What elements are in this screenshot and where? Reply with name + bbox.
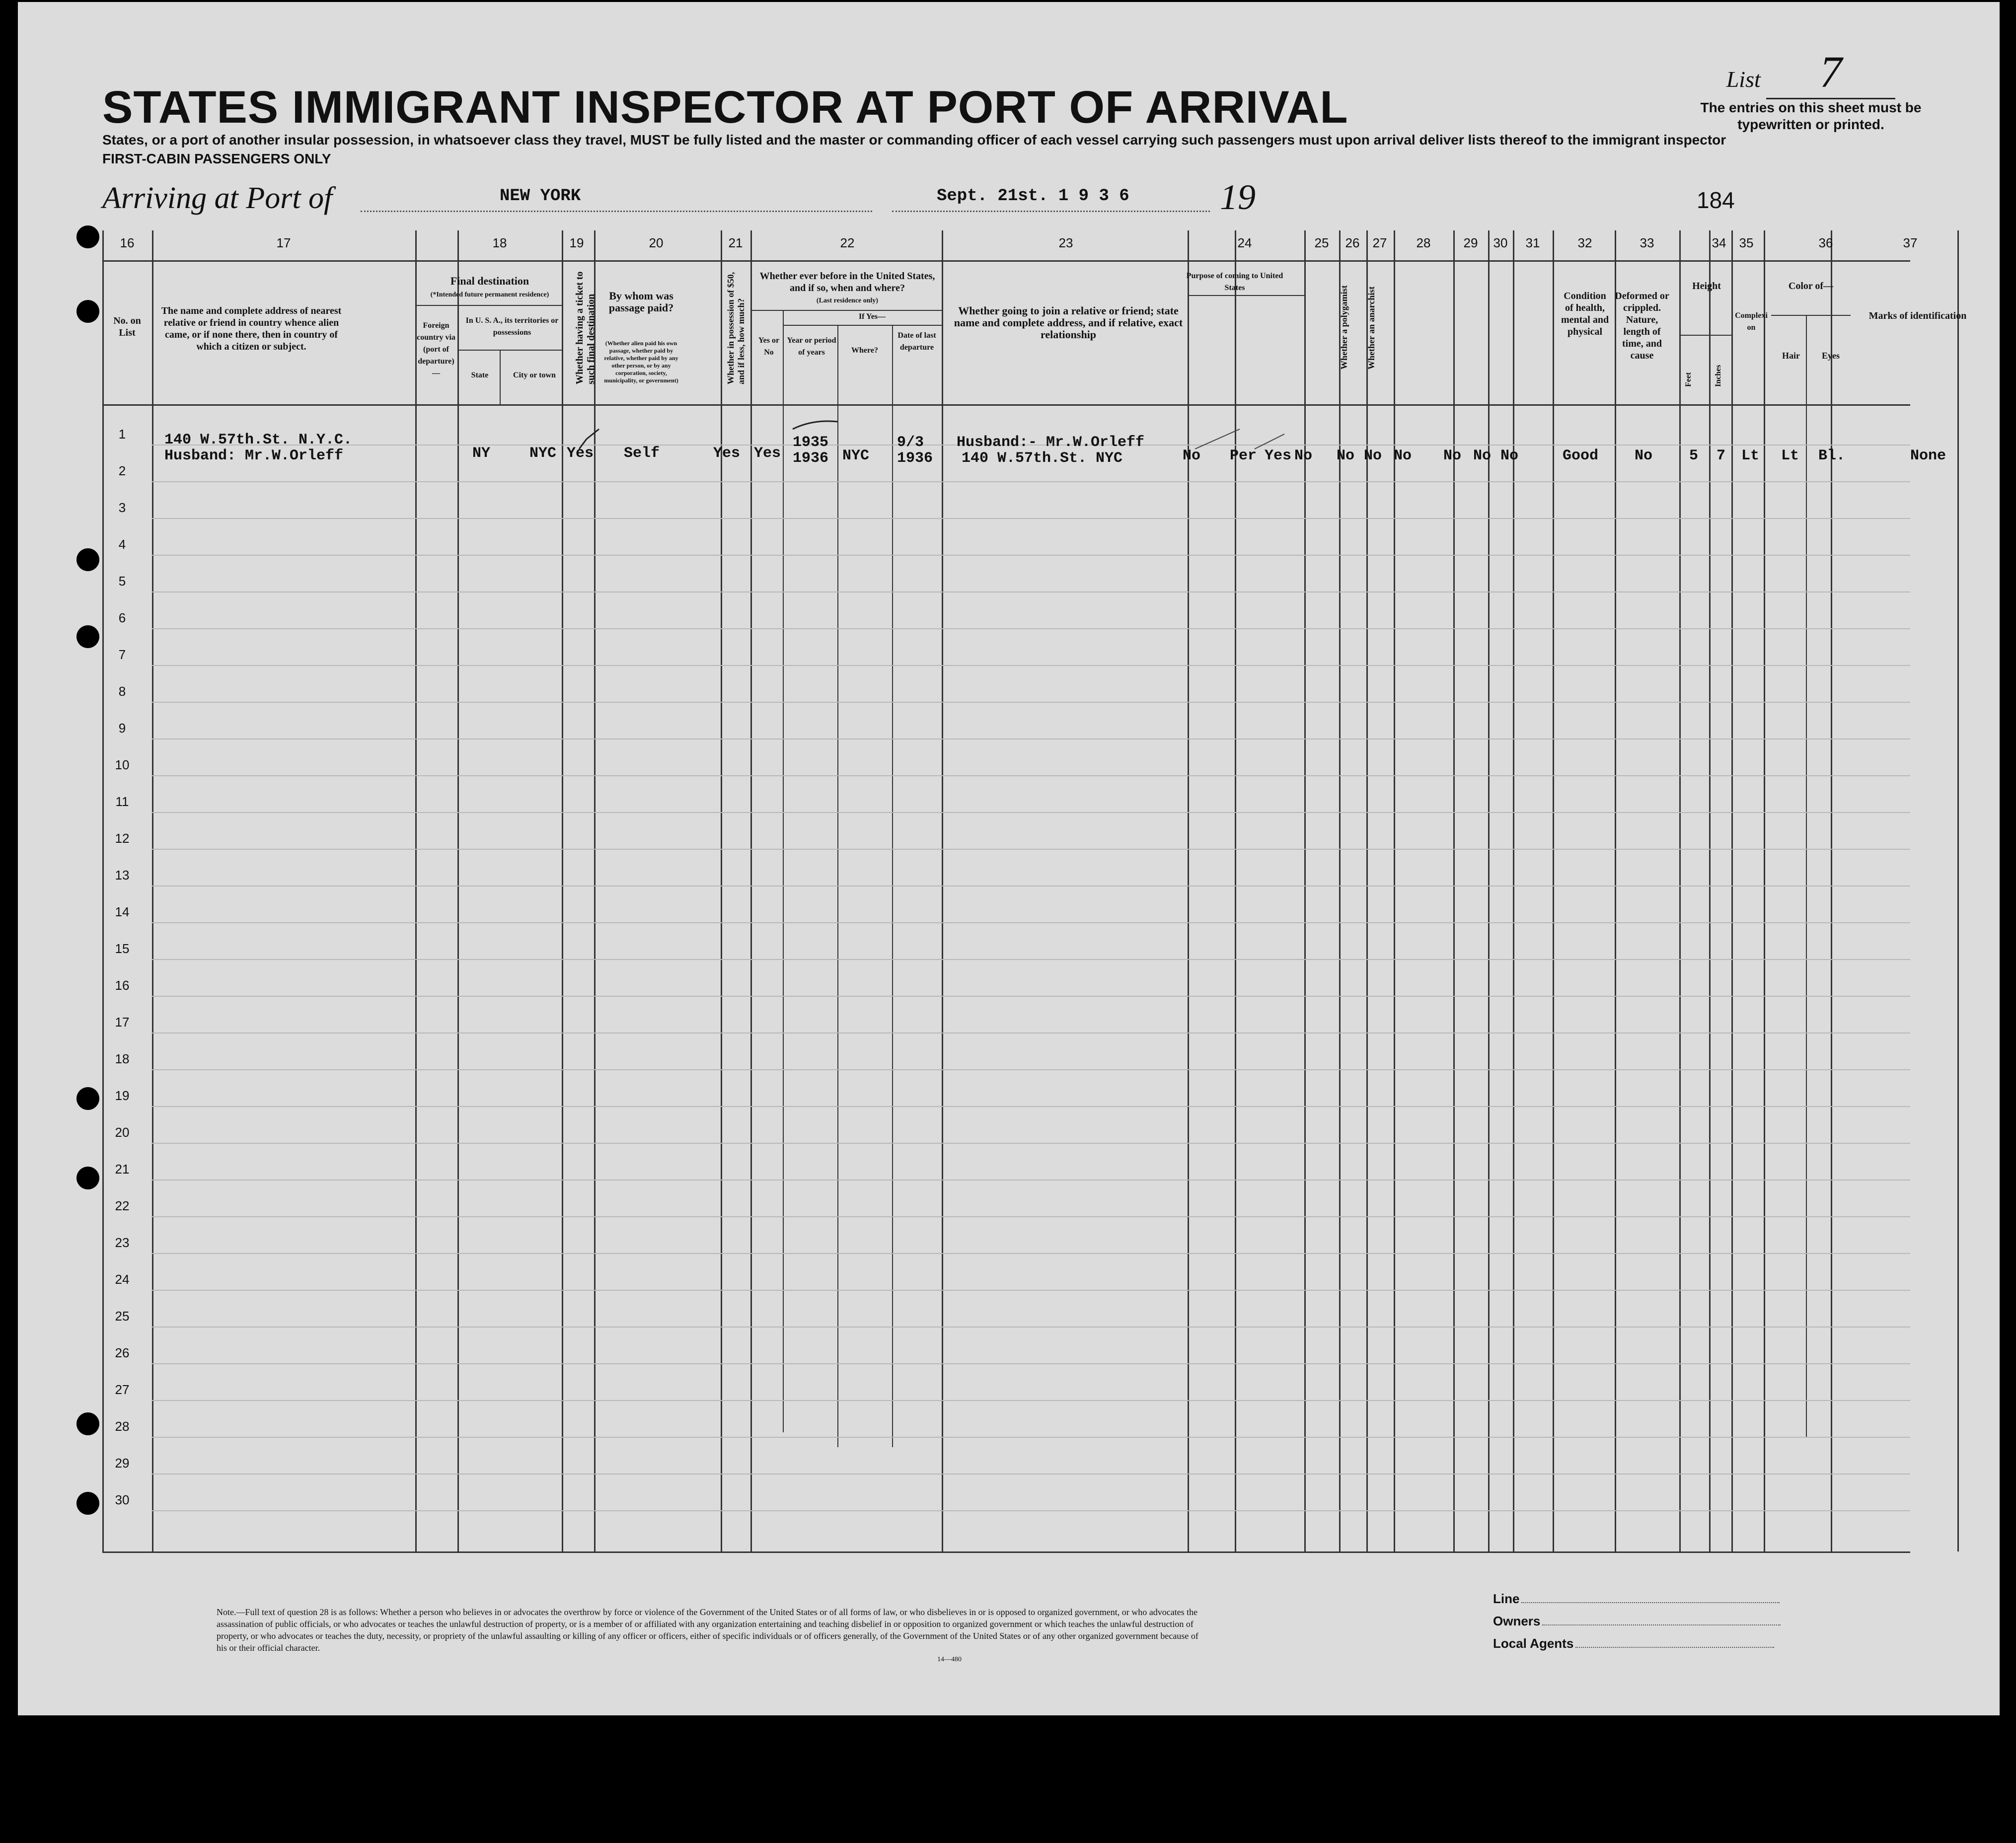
row-rule (152, 702, 1910, 703)
row-rule (152, 1290, 1910, 1291)
header-health: Condition of health, mental and physical (1561, 291, 1609, 337)
row-number: 1 (118, 427, 126, 442)
row-rule (152, 1253, 1910, 1254)
column-number: 29 (1463, 235, 1478, 250)
cell-c24a: No (1183, 447, 1201, 464)
row-rule (152, 1143, 1910, 1144)
header-ever-before: Whether ever before in the United States, and if so, when and where? (759, 271, 935, 294)
row-number: 23 (115, 1235, 130, 1250)
cell-c29: No (1443, 447, 1462, 464)
cell-c26: No (1337, 447, 1355, 464)
line-label: Line (1493, 1591, 1520, 1606)
column-number: 25 (1314, 235, 1329, 250)
row-rule (152, 775, 1910, 776)
row-number: 9 (118, 721, 126, 736)
row-rule (152, 849, 1910, 850)
row-rule (152, 996, 1910, 997)
cell-departure-2: 1936 (897, 450, 933, 467)
cell-eyes: Bl. (1818, 447, 1846, 464)
row-number: 8 (118, 684, 126, 699)
header-inches: Inches (1714, 365, 1722, 387)
cell-years-2: 1936 (793, 450, 829, 467)
row-number: 10 (115, 757, 130, 772)
date-field (892, 187, 1210, 212)
manifest-table (102, 230, 1967, 1571)
cell-c24c: Yes (1265, 447, 1292, 464)
header-polygamist: Whether a polygamist (1339, 285, 1349, 369)
row-number: 25 (115, 1309, 130, 1324)
cell-address-line1: 140 W.57th.St. N.Y.C. (164, 432, 353, 448)
column-number: 17 (276, 235, 291, 250)
row-number: 13 (115, 868, 130, 883)
cell-join-2: 140 W.57th.St. NYC (962, 450, 1123, 467)
port-value: NEW YORK (500, 187, 581, 206)
header-complexion: Complexion (1735, 311, 1768, 332)
cell-where: NYC (842, 447, 870, 464)
line-field (1493, 1591, 1780, 1607)
row-number: 2 (118, 463, 126, 478)
cell-departure-1: 9/3 (897, 434, 924, 451)
binder-hole (76, 1167, 99, 1189)
header-hair: Hair (1782, 351, 1800, 361)
row-rule (152, 922, 1910, 923)
header-eyes: Eyes (1822, 351, 1840, 361)
column-number: 20 (649, 235, 664, 250)
cell-c28: No (1394, 447, 1412, 464)
header-passage-paid: By whom was passage paid? (608, 290, 674, 314)
column-number: 32 (1577, 235, 1592, 250)
header-no-on-list: No. on List (113, 315, 141, 338)
row-number: 12 (115, 831, 130, 846)
row-rule (152, 1069, 1910, 1070)
column-number: 24 (1237, 235, 1252, 250)
column-number: 23 (1058, 235, 1073, 250)
row-number: 27 (115, 1382, 130, 1397)
column-number: 37 (1903, 235, 1918, 250)
page-subtitle: States, or a port of another insular possession, in whatsoever class they travel, MUST be fully listed and the master or commanding officer of each vessel carrying such passengers must upon arrival deliver lists thereof to the immigrant inspector (102, 132, 1726, 147)
cell-years-1: 1935 (793, 434, 829, 451)
header-join-relative: Whether going to join a relative or friend; state name and complete address, and if relative, exact relationship (954, 304, 1183, 341)
row-rule (152, 959, 1910, 960)
header-purpose: Purpose of coming to United States (1186, 272, 1283, 292)
row-number: 7 (118, 647, 126, 662)
header-feet: Feet (1684, 372, 1693, 387)
date-value: Sept. 21st. 1 9 3 6 (937, 187, 1129, 206)
port-field (361, 187, 872, 212)
cell-passage: Self (624, 445, 660, 462)
row-number: 6 (118, 610, 126, 625)
owners-label: Owners (1493, 1614, 1541, 1628)
column-number: 18 (492, 235, 507, 250)
header-money: Whether in possession of $50, and if less, how much? (726, 272, 746, 384)
cell-feet: 5 (1689, 447, 1699, 464)
column-number: 16 (120, 235, 135, 250)
row-number: 24 (115, 1272, 130, 1287)
arriving-label: Arriving at Port of (102, 181, 333, 215)
row-rule (152, 628, 1910, 629)
cell-c31: No (1500, 447, 1519, 464)
header-color-of: Color of— (1788, 281, 1834, 292)
header-year-period: Year or period of years (787, 336, 836, 357)
binder-hole (76, 1492, 99, 1515)
manifest-sheet (18, 2, 2000, 1715)
column-number: 21 (728, 235, 743, 250)
row-number: 18 (115, 1051, 130, 1066)
header-where: Where? (851, 346, 878, 355)
row-rule (152, 1032, 1910, 1033)
row-number: 22 (115, 1198, 130, 1213)
cell-health: Good (1563, 447, 1599, 464)
row-number: 15 (115, 941, 130, 956)
column-number: 27 (1372, 235, 1387, 250)
row-rule (152, 1400, 1910, 1401)
row-number: 11 (115, 794, 129, 809)
row-number: 5 (118, 574, 126, 589)
page-subtitle-2: FIRST-CABIN PASSENGERS ONLY (102, 151, 331, 166)
header-last-departure: Date of last departure (897, 331, 936, 352)
typewritten-note: The entries on this sheet must be typewritten or printed. (1700, 100, 1922, 132)
cell-state: NY (472, 445, 491, 462)
cell-c27: No (1364, 447, 1382, 464)
footnote (217, 1606, 1210, 1666)
header-yes-no: Yes or No (758, 336, 780, 357)
row-rule (152, 885, 1910, 886)
header-in-usa: In U. S. A., its territories or possessions (465, 316, 559, 337)
row-rule (152, 738, 1910, 739)
cell-ticket: Yes (567, 445, 594, 462)
page-number: 184 (1697, 187, 1735, 213)
binder-hole (76, 225, 99, 248)
list-number: 7 (1766, 47, 1895, 99)
row-number: 20 (115, 1125, 130, 1140)
column-divider (1957, 230, 1959, 1551)
list-label: List (1726, 67, 1761, 92)
row-number: 4 (118, 537, 126, 552)
cell-deformed: No (1635, 447, 1653, 464)
cell-c30: No (1473, 447, 1492, 464)
header-anarchist: Whether an anarchist (1366, 286, 1376, 369)
column-number: 34 (1712, 235, 1726, 250)
binder-hole (76, 1087, 99, 1110)
list-block (1682, 47, 1940, 133)
year-prefix: 19 (1220, 177, 1256, 217)
row-rule (152, 1510, 1910, 1511)
row-number: 19 (115, 1088, 130, 1103)
column-number: 19 (569, 235, 584, 250)
cell-city: NYC (529, 445, 557, 462)
cell-ever-before: Yes (754, 445, 781, 462)
row-number: 30 (115, 1492, 130, 1507)
row-number: 16 (115, 978, 130, 993)
header-height: Height (1692, 281, 1721, 292)
row-rule (152, 1363, 1910, 1364)
header-final-destination: Final destination (450, 275, 529, 287)
form-code: 14—480 (937, 1656, 962, 1663)
header-passage-paid-sub: (Whether alien paid his own passage, whether paid by relative, whether paid by any other person, or by any corporation, society, municipality, or government) (604, 340, 678, 384)
row-number: 26 (115, 1345, 130, 1360)
column-number: 33 (1640, 235, 1654, 250)
agents-label: Local Agents (1493, 1636, 1574, 1651)
header-ever-before-sub: (Last residence only) (816, 297, 879, 304)
header-foreign-country: Foreign country via (port of departure)— (417, 321, 455, 377)
cell-complexion: Lt (1741, 447, 1760, 464)
header-deformed: Deformed or crippled. Nature, length of time, and cause (1615, 291, 1669, 361)
cell-c25: No (1294, 447, 1313, 464)
footnote-text: Note.—Full text of question 28 is as follows: Whether a person who believes in or advocates the overthrow by force or violence of the Government of the United States or of all forms of law, or who disbelieves in or is opposed to organized government, or who advocates the assassination of public officials, or who advocates or teaches the unlawful destruction of property, or is a member of or affiliated with any organization entertaining and teaching disbelief in or opposition to organized government or which teaches the unlawful destruction of property, or who advocates or teaches the duty, necessity, or propriety of the unlawful assaulting or killing of any officer or officers, either of specific individuals or of officers generally, of the Government of the United States or of any other organized government because of his or their official character. (217, 1607, 1198, 1653)
column-number: 22 (840, 235, 855, 250)
row-rule (152, 1216, 1910, 1217)
cell-hair: Lt (1781, 447, 1799, 464)
header-if-yes: If Yes— (858, 312, 886, 321)
row-number: 29 (115, 1456, 130, 1471)
column-number: 30 (1493, 235, 1508, 250)
row-rule (152, 591, 1910, 592)
header-nearest-relative: The name and complete address of nearest relative or friend in country whence alien came, or if none there, then in country of which a citizen or subject. (161, 305, 342, 352)
row-number: 14 (115, 904, 130, 919)
row-number: 17 (115, 1015, 130, 1030)
cell-c24b: Per (1230, 447, 1257, 464)
header-final-destination-sub: (*Intended future permanent residence) (430, 291, 549, 298)
row-rule (152, 812, 1910, 813)
column-number: 26 (1345, 235, 1360, 250)
column-number: 28 (1416, 235, 1431, 250)
header-city: City or town (513, 371, 556, 379)
cell-join-1: Husband:- Mr.W.Orleff (957, 434, 1145, 451)
row-rule (152, 1437, 1910, 1438)
binder-hole (76, 300, 99, 323)
cell-marks: None (1910, 447, 1946, 464)
binder-hole (76, 548, 99, 571)
owners-field (1493, 1614, 1781, 1629)
row-rule (152, 665, 1910, 666)
header-state: State (471, 371, 489, 379)
cell-money: Yes (713, 445, 741, 462)
header-marks: Marks of identification (1868, 310, 1967, 321)
binder-hole (76, 1412, 99, 1435)
column-number: 36 (1818, 235, 1833, 250)
cell-inches: 7 (1717, 447, 1726, 464)
handwritten-marks (102, 230, 1910, 578)
column-number: 35 (1739, 235, 1754, 250)
row-number: 21 (115, 1162, 130, 1177)
column-number: 31 (1525, 235, 1540, 250)
table-bottom-rule (102, 1551, 1910, 1553)
row-number: 3 (118, 500, 126, 515)
page-title: STATES IMMIGRANT INSPECTOR AT PORT OF ARRIVAL (102, 82, 1348, 133)
row-number: 28 (115, 1419, 130, 1434)
row-rule (152, 1106, 1910, 1107)
binder-hole (76, 625, 99, 648)
agents-field (1493, 1636, 1774, 1651)
cell-address-line2: Husband: Mr.W.Orleff (164, 447, 344, 464)
header-ticket: Whether having a ticket to such final destination (574, 271, 597, 384)
